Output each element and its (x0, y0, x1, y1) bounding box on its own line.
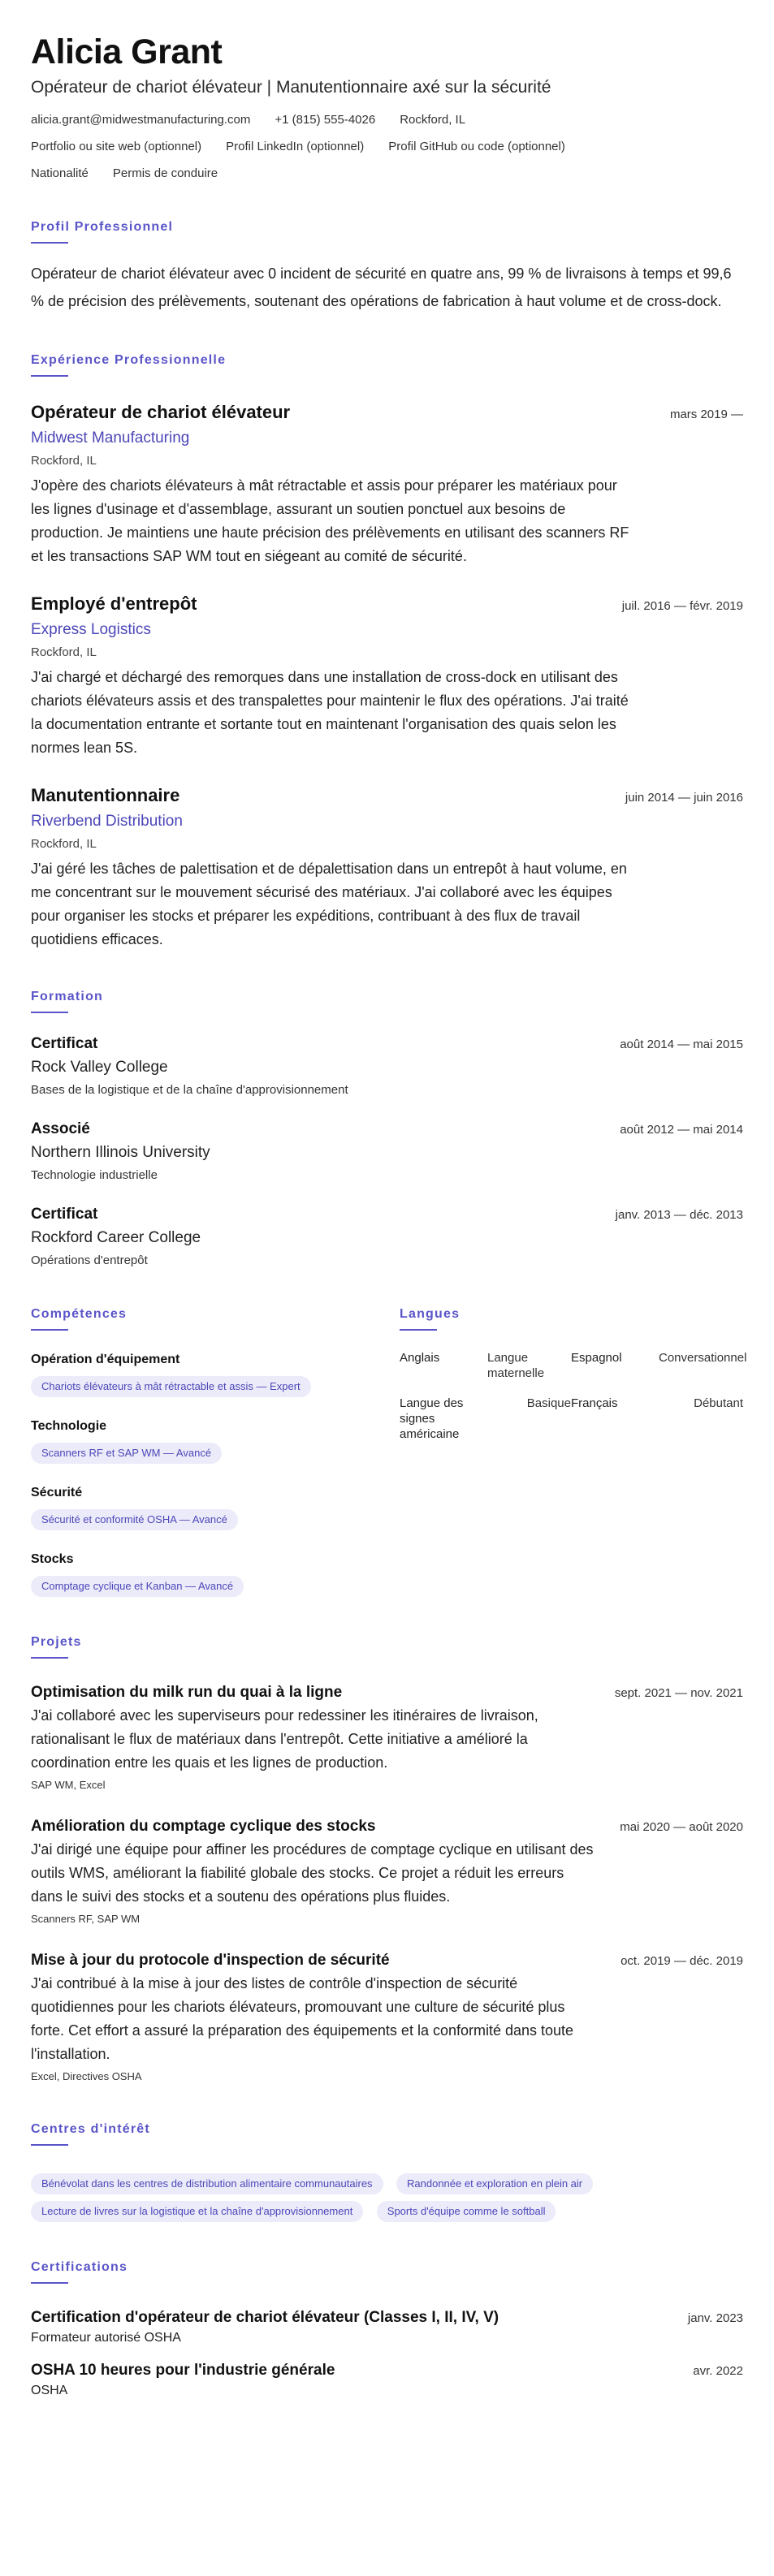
skill-group (31, 1485, 400, 1530)
personal-row (31, 166, 743, 182)
interests-list (31, 2167, 697, 2222)
job-entry (31, 593, 743, 760)
project-tech: Excel, Directives OSHA (31, 2070, 142, 2082)
location-text: Rockford, IL (400, 113, 466, 127)
school-name: Rock Valley College (31, 1059, 168, 1076)
degree: Certificat (31, 1035, 98, 1052)
interest-pill: Sports d'équipe comme le softball (377, 2201, 556, 2222)
section-title: Compétences (31, 1307, 128, 1321)
certification-issuer: Formateur autorisé OSHA (31, 2331, 181, 2345)
skill-pill: Sécurité et conformité OSHA — Avancé (31, 1509, 238, 1530)
project-date: sept. 2021 — nov. 2021 (614, 1686, 743, 1700)
degree: Associé (31, 1120, 90, 1137)
study-area: Technologie industrielle (31, 1168, 158, 1182)
language-name: Espagnol (571, 1351, 622, 1365)
education-date: janv. 2013 — déc. 2013 (615, 1208, 743, 1222)
section-divider (400, 1329, 437, 1331)
project-entry (31, 1951, 743, 2084)
education-entry (31, 1205, 743, 1269)
skill-group (31, 1352, 400, 1397)
project-entry (31, 1683, 743, 1793)
languages-list (400, 1350, 747, 1442)
interest-pill: Lecture de livres sur la logistique et la chaîne d'approvisionnement (31, 2201, 363, 2222)
project-description: J'ai dirigé une équipe pour affiner les procédures de comptage cyclique en utilisant des outils WMS, améliorant la fiabilité globale des stocks. Ce projet a réduit les erreurs dans le suivi des stocks et a soutenu des opérations plus fluides. (31, 1841, 594, 1905)
section-divider (31, 2282, 68, 2284)
section-title: Profil Professionnel (31, 220, 174, 234)
languages-section (400, 1306, 747, 1597)
education-entry (31, 1120, 743, 1184)
skill-group (31, 1418, 400, 1464)
company-name: Riverbend Distribution (31, 813, 183, 830)
project-entry (31, 1817, 743, 1927)
school-name: Northern Illinois University (31, 1144, 210, 1161)
links-row (31, 139, 743, 155)
section-title: Projets (31, 1635, 82, 1649)
study-area: Bases de la logistique et de la chaîne d'approvisionnement (31, 1083, 348, 1097)
project-date: oct. 2019 — déc. 2019 (620, 1954, 743, 1968)
candidate-name: Alicia Grant (31, 32, 223, 71)
section-divider (31, 375, 68, 377)
section-title: Certifications (31, 2260, 128, 2274)
summary-section (31, 219, 743, 315)
certification-title: OSHA 10 heures pour l'industrie générale (31, 2362, 335, 2379)
experience-section (31, 352, 743, 951)
nationality-text: Nationalité (31, 166, 89, 180)
certification-entry (31, 2361, 743, 2399)
skill-pill: Comptage cyclique et Kanban — Avancé (31, 1576, 244, 1597)
section-divider (31, 1657, 68, 1659)
skill-name: Stocks (31, 1552, 74, 1566)
job-description: J'ai géré les tâches de palettisation et de dépalettisation dans un entrepôt à haut volume, en me concentrant sur le mouvement sécurisé des matériaux. J'ai collaboré avec les équipes pour organiser les stocks et préparer les expéditions, contribuant à des flux de travail quotidiens efficaces. (31, 861, 627, 947)
section-divider (31, 2144, 68, 2146)
job-description: J'opère des chariots élévateurs à mât rétractable et assis pour préparer les matériaux pour les lignes d'usinage et d'assemblage, assurant un soutien ponctuel aux besoins de production. Je maintiens une haute précision des prélèvements en utilisant des scanners RF et les transactions SAP WM tout en siégeant au comité de sécurité. (31, 477, 629, 564)
summary-text: Opérateur de chariot élévateur avec 0 incident de sécurité en quatre ans, 99 % de livraisons à temps et 99,6 % de précision des prélèvements, soutenant des opérations de fabrication à haut volume et de cross-dock. (31, 265, 732, 309)
skill-name: Technologie (31, 1419, 107, 1433)
interest-pill: Randonnée et exploration en plein air (396, 2173, 593, 2194)
certification-entry (31, 2308, 743, 2346)
resume-header (31, 31, 743, 182)
certifications-section (31, 2259, 743, 2399)
section-title: Formation (31, 990, 104, 1003)
job-entry (31, 784, 743, 951)
project-date: mai 2020 — août 2020 (620, 1820, 743, 1834)
skills-languages-row (31, 1306, 747, 1597)
section-divider (31, 1012, 68, 1013)
job-title: Employé d'entrepôt (31, 593, 197, 614)
job-entry (31, 401, 743, 568)
skill-name: Sécurité (31, 1486, 83, 1499)
job-date: juin 2014 — juin 2016 (625, 791, 743, 805)
linkedin-link[interactable]: Profil LinkedIn (optionnel) (226, 140, 365, 153)
phone-number: +1 (815) 555-4026 (275, 113, 376, 127)
language-level: Langue maternelle (487, 1351, 545, 1380)
job-location: Rockford, IL (31, 837, 97, 851)
skill-pill: Chariots élévateurs à mât rétractable et assis — Expert (31, 1376, 311, 1397)
skills-section (31, 1306, 400, 1597)
project-title: Amélioration du comptage cyclique des stocks (31, 1818, 376, 1835)
study-area: Opérations d'entrepôt (31, 1253, 148, 1267)
section-title: Expérience Professionnelle (31, 353, 227, 367)
contact-row (31, 112, 743, 128)
job-date: mars 2019 — (669, 408, 743, 421)
skill-pill: Scanners RF et SAP WM — Avancé (31, 1443, 222, 1464)
company-name: Express Logistics (31, 621, 151, 638)
email-link[interactable]: alicia.grant@midwestmanufacturing.com (31, 113, 251, 127)
candidate-headline: Opérateur de chariot élévateur | Manutentionnaire axé sur la sécurité (31, 78, 551, 97)
project-tech: SAP WM, Excel (31, 1779, 106, 1791)
license-text: Permis de conduire (112, 166, 218, 180)
project-description: J'ai contribué à la mise à jour des listes de contrôle d'inspection de sécurité quotidiennes pour les chariots élévateurs, promouvant une culture de sécurité plus forte. Cet effort a assuré la préparation des équipements et la conformité dans toute l'installation. (31, 1975, 574, 2062)
job-location: Rockford, IL (31, 645, 97, 659)
language-name: Anglais (400, 1351, 440, 1365)
job-location: Rockford, IL (31, 454, 97, 468)
language-level: Basique (526, 1396, 571, 1410)
certification-issuer: OSHA (31, 2384, 68, 2397)
language-name: Langue des signes américaine (400, 1396, 464, 1441)
skill-group (31, 1551, 400, 1597)
interest-pill: Bénévolat dans les centres de distribution alimentaire communautaires (31, 2173, 383, 2194)
section-divider (31, 242, 68, 244)
projects-section (31, 1634, 743, 2084)
section-title: Langues (400, 1307, 461, 1321)
language-level: Conversationnel (659, 1351, 747, 1365)
certification-date: avr. 2022 (693, 2364, 743, 2378)
section-title: Centres d'intérêt (31, 2122, 150, 2136)
company-name: Midwest Manufacturing (31, 429, 190, 447)
project-title: Mise à jour du protocole d'inspection de sécurité (31, 1952, 390, 1969)
section-divider (31, 1329, 68, 1331)
github-link[interactable]: Profil GitHub ou code (optionnel) (388, 140, 565, 153)
certification-date: janv. 2023 (687, 2311, 743, 2325)
job-description: J'ai chargé et déchargé des remorques dans une installation de cross-dock en utilisant des chariots élévateurs assis et des transpalettes pour maintenir le flux des opérations. J'ai traité la documentation entrante et sortante tout en maintenant l'organisation des quais selon les normes lean 5S. (31, 669, 629, 756)
job-date: juil. 2016 — févr. 2019 (621, 599, 743, 613)
language-name: Français (571, 1396, 618, 1410)
skill-name: Opération d'équipement (31, 1353, 180, 1366)
education-date: août 2014 — mai 2015 (620, 1038, 743, 1051)
school-name: Rockford Career College (31, 1229, 201, 1246)
job-title: Manutentionnaire (31, 785, 180, 805)
certification-title: Certification d'opérateur de chariot élévateur (Classes I, II, IV, V) (31, 2309, 499, 2326)
project-description: J'ai collaboré avec les superviseurs pour redessiner les itinéraires de livraison, rationalisant le flux de matériaux dans l'entrepôt. Cette initiative a amélioré la coordination entre les quais et les lignes de production. (31, 1707, 538, 1771)
job-title: Opérateur de chariot élévateur (31, 402, 291, 422)
project-title: Optimisation du milk run du quai à la ligne (31, 1684, 343, 1701)
language-level: Débutant (694, 1396, 743, 1410)
degree: Certificat (31, 1206, 98, 1223)
project-tech: Scanners RF, SAP WM (31, 1913, 141, 1925)
portfolio-link[interactable]: Portfolio ou site web (optionnel) (31, 140, 202, 153)
education-entry (31, 1034, 743, 1098)
education-date: août 2012 — mai 2014 (620, 1123, 743, 1137)
interests-section (31, 2121, 743, 2222)
education-section (31, 989, 743, 1269)
